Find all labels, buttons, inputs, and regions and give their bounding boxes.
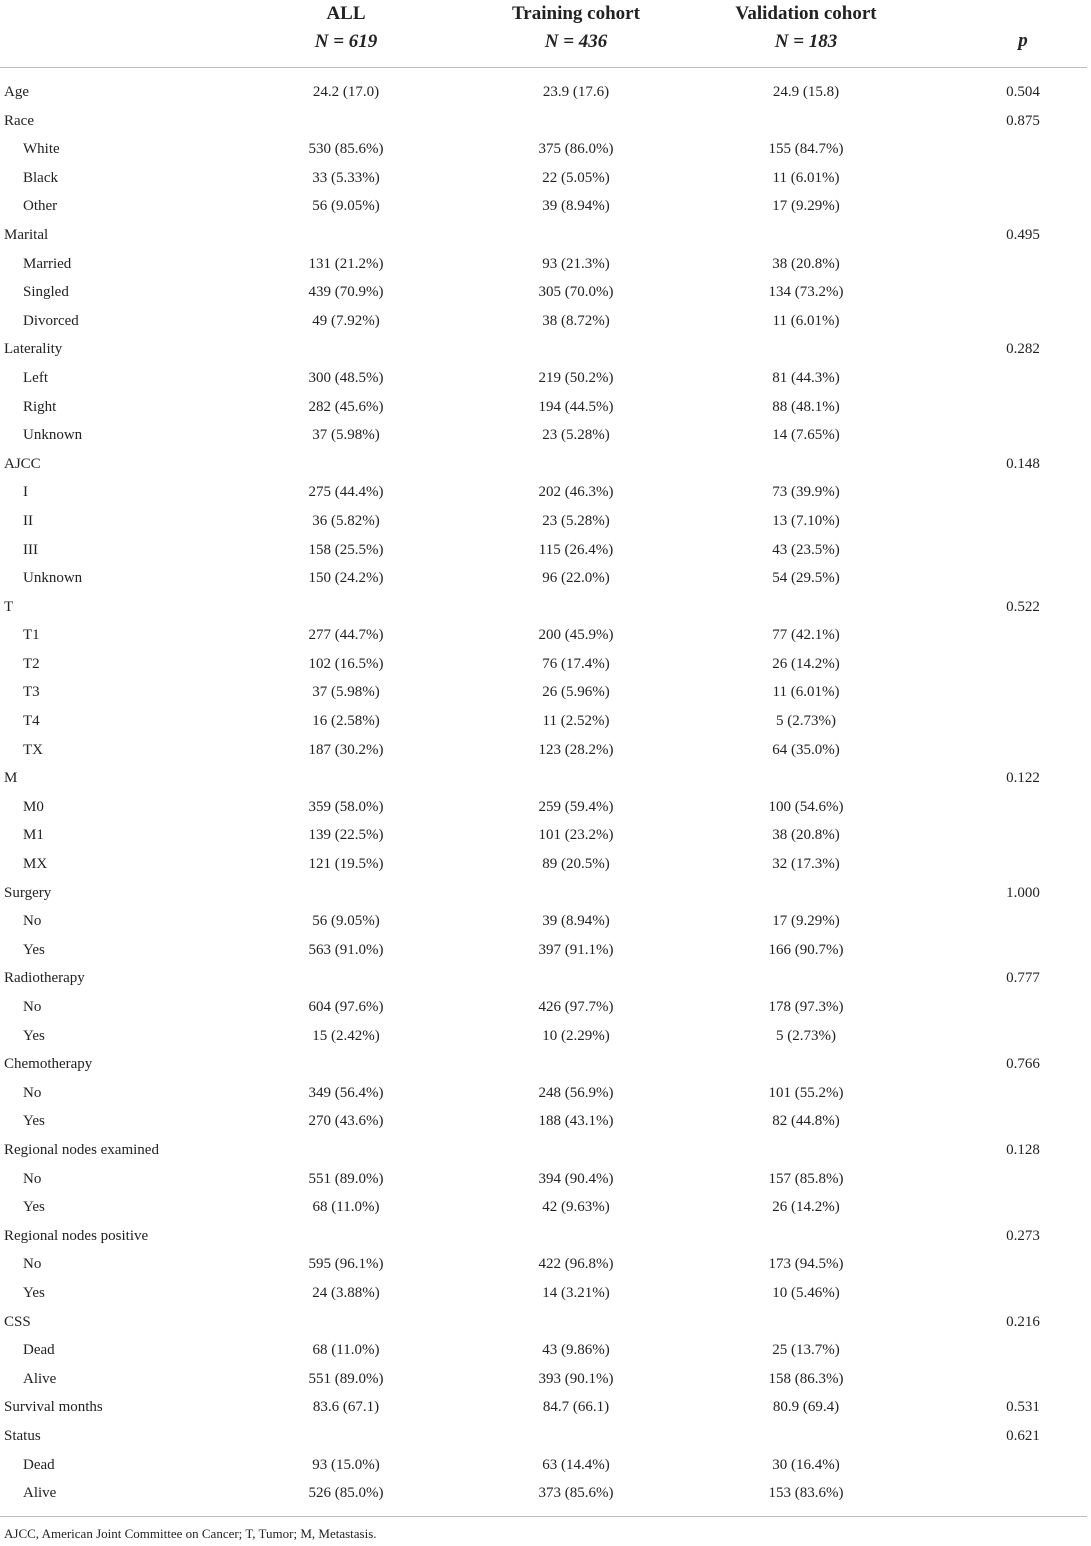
table-row bbox=[0, 307, 1091, 336]
cell-validation: 43 (23.5%) bbox=[772, 541, 840, 558]
cell-validation: 11 (6.01%) bbox=[772, 684, 840, 701]
table-row bbox=[0, 1107, 1091, 1136]
bottom-rule bbox=[0, 1516, 1087, 1517]
column-name: ALL bbox=[326, 3, 366, 24]
cell-validation: 88 (48.1%) bbox=[772, 398, 840, 415]
cell-validation: 100 (54.6%) bbox=[768, 798, 844, 815]
cell-validation: 10 (5.46%) bbox=[772, 1284, 840, 1301]
cell-all: 121 (19.5%) bbox=[308, 856, 384, 873]
cell-training: 42 (9.63%) bbox=[542, 1199, 610, 1216]
cell-all: 16 (2.58%) bbox=[312, 713, 380, 730]
row-label: No bbox=[23, 1170, 42, 1187]
table-row bbox=[0, 1479, 1091, 1508]
cell-all: 595 (96.1%) bbox=[308, 1256, 384, 1273]
row-label: Right bbox=[23, 398, 57, 415]
cell-all: 139 (22.5%) bbox=[308, 827, 384, 844]
header-rule bbox=[0, 67, 1087, 68]
table-row bbox=[0, 1393, 1091, 1422]
cell-p: 0.122 bbox=[1006, 770, 1040, 787]
column-name: Training cohort bbox=[512, 3, 640, 24]
table-row bbox=[0, 764, 1091, 793]
row-label: Yes bbox=[23, 1113, 45, 1130]
table-row bbox=[0, 1050, 1091, 1079]
cell-all: 359 (58.0%) bbox=[308, 798, 384, 815]
table-row bbox=[0, 450, 1091, 479]
table-row bbox=[0, 250, 1091, 279]
cell-training: 115 (26.4%) bbox=[538, 541, 614, 558]
cell-all: 24.2 (17.0) bbox=[312, 84, 380, 100]
cell-validation: 73 (39.9%) bbox=[772, 484, 840, 501]
column-header-all bbox=[246, 0, 446, 56]
row-label: No bbox=[23, 999, 42, 1015]
cell-all: 37 (5.98%) bbox=[312, 684, 380, 701]
row-label: Status bbox=[4, 1427, 41, 1444]
column-header-p: p bbox=[1018, 30, 1028, 51]
cell-all: 282 (45.6%) bbox=[308, 398, 384, 415]
row-label: T bbox=[4, 598, 14, 615]
table-row bbox=[0, 1079, 1091, 1108]
row-label: M1 bbox=[23, 827, 44, 844]
row-label: No bbox=[23, 1084, 42, 1101]
cell-all: 158 (25.5%) bbox=[308, 541, 384, 558]
table-row bbox=[0, 1365, 1091, 1394]
cell-training: 101 (23.2%) bbox=[538, 827, 614, 844]
table-row bbox=[0, 507, 1091, 536]
cell-all: 187 (30.2%) bbox=[308, 741, 384, 758]
row-label: Unknown bbox=[23, 427, 83, 444]
cell-training: 11 (2.52%) bbox=[542, 713, 610, 730]
table-row bbox=[0, 678, 1091, 707]
cell-validation: 30 (16.4%) bbox=[772, 1456, 840, 1473]
cell-p: 0.531 bbox=[1006, 1399, 1040, 1416]
row-label: III bbox=[23, 541, 38, 558]
cell-training: 22 (5.05%) bbox=[542, 169, 610, 186]
row-label: Alive bbox=[23, 1370, 57, 1387]
cell-validation: 153 (83.6%) bbox=[768, 1485, 844, 1502]
cell-training: 39 (8.94%) bbox=[542, 198, 610, 215]
cell-training: 200 (45.9%) bbox=[538, 627, 614, 644]
table-body bbox=[0, 78, 1091, 1508]
cell-validation: 17 (9.29%) bbox=[772, 198, 840, 215]
cell-p: 0.875 bbox=[1006, 112, 1040, 129]
cell-all: 56 (9.05%) bbox=[312, 913, 380, 930]
row-label: Race bbox=[4, 112, 34, 129]
cell-training: 426 (97.7%) bbox=[538, 999, 614, 1015]
cell-training: 89 (20.5%) bbox=[542, 856, 610, 873]
row-label: Married bbox=[23, 255, 72, 272]
table-row bbox=[0, 278, 1091, 307]
cell-validation: 82 (44.8%) bbox=[772, 1113, 840, 1130]
table-row bbox=[0, 1193, 1091, 1222]
table-row bbox=[0, 536, 1091, 565]
cell-training: 43 (9.86%) bbox=[542, 1342, 610, 1359]
column-n: N = 436 bbox=[544, 31, 608, 52]
cell-training: 93 (21.3%) bbox=[542, 255, 610, 272]
row-label: No bbox=[23, 1256, 42, 1273]
cell-all: 24 (3.88%) bbox=[312, 1284, 380, 1301]
cell-validation: 178 (97.3%) bbox=[768, 999, 844, 1015]
table-row bbox=[0, 1136, 1091, 1165]
cell-validation: 26 (14.2%) bbox=[772, 655, 840, 672]
table-row bbox=[0, 364, 1091, 393]
row-label: Yes bbox=[23, 1284, 45, 1301]
cell-training: 10 (2.29%) bbox=[542, 1027, 610, 1044]
cell-all: 439 (70.9%) bbox=[308, 284, 384, 301]
row-label: Regional nodes examined bbox=[4, 1141, 159, 1158]
table-row bbox=[0, 192, 1091, 221]
table-row bbox=[0, 1250, 1091, 1279]
row-label: Yes bbox=[23, 1199, 45, 1216]
row-label: II bbox=[23, 512, 33, 529]
cell-p: 0.216 bbox=[1006, 1313, 1040, 1330]
cell-validation: 155 (84.7%) bbox=[768, 141, 844, 158]
cell-validation: 38 (20.8%) bbox=[772, 255, 840, 272]
cell-training: 194 (44.5%) bbox=[538, 398, 614, 415]
cell-validation: 32 (17.3%) bbox=[772, 856, 840, 873]
table-row bbox=[0, 993, 1091, 1022]
row-label: T2 bbox=[23, 655, 40, 672]
cell-validation: 38 (20.8%) bbox=[772, 827, 840, 844]
cell-training: 39 (8.94%) bbox=[542, 913, 610, 930]
table-row bbox=[0, 850, 1091, 879]
cell-training: 96 (22.0%) bbox=[542, 570, 610, 587]
row-label: No bbox=[23, 913, 42, 930]
cell-all: 300 (48.5%) bbox=[308, 369, 384, 386]
cell-training: 26 (5.96%) bbox=[542, 684, 610, 701]
row-label: I bbox=[23, 484, 28, 501]
cell-training: 63 (14.4%) bbox=[542, 1456, 610, 1473]
cell-p: 0.282 bbox=[1006, 341, 1040, 358]
table-row bbox=[0, 1279, 1091, 1308]
table-row bbox=[0, 936, 1091, 965]
row-label: Black bbox=[23, 169, 58, 186]
cell-all: 270 (43.6%) bbox=[308, 1113, 384, 1130]
cell-validation: 24.9 (15.8) bbox=[772, 84, 840, 100]
cell-training: 259 (59.4%) bbox=[538, 798, 614, 815]
table-row bbox=[0, 393, 1091, 422]
row-label: Marital bbox=[4, 226, 49, 243]
cell-validation: 173 (94.5%) bbox=[768, 1256, 844, 1273]
cell-training: 202 (46.3%) bbox=[538, 484, 614, 501]
cell-training: 393 (90.1%) bbox=[538, 1370, 614, 1387]
row-label: Laterality bbox=[4, 341, 63, 358]
table-row bbox=[0, 478, 1091, 507]
cell-training: 375 (86.0%) bbox=[538, 141, 614, 158]
cell-all: 275 (44.4%) bbox=[308, 484, 384, 501]
cell-validation: 64 (35.0%) bbox=[772, 741, 840, 758]
cell-validation: 25 (13.7%) bbox=[772, 1342, 840, 1359]
cell-all: 349 (56.4%) bbox=[308, 1084, 384, 1101]
cell-training: 248 (56.9%) bbox=[538, 1084, 614, 1101]
table-row bbox=[0, 1451, 1091, 1480]
row-label: Unknown bbox=[23, 570, 83, 587]
table-row bbox=[0, 564, 1091, 593]
cell-validation: 54 (29.5%) bbox=[772, 570, 840, 587]
table-row bbox=[0, 1336, 1091, 1365]
cell-validation: 5 (2.73%) bbox=[776, 713, 836, 730]
table-header bbox=[0, 0, 1091, 68]
cell-training: 14 (3.21%) bbox=[542, 1284, 610, 1301]
column-n: N = 619 bbox=[314, 31, 378, 52]
cell-training: 422 (96.8%) bbox=[538, 1256, 614, 1273]
cell-validation: 17 (9.29%) bbox=[772, 913, 840, 930]
row-label: T4 bbox=[23, 713, 40, 730]
row-label: CSS bbox=[4, 1313, 31, 1330]
cell-validation: 11 (6.01%) bbox=[772, 169, 840, 186]
table-row bbox=[0, 1222, 1091, 1251]
table-row bbox=[0, 1308, 1091, 1337]
cell-p: 0.128 bbox=[1006, 1141, 1040, 1158]
cell-p: 0.148 bbox=[1006, 455, 1040, 472]
cell-validation: 157 (85.8%) bbox=[768, 1170, 844, 1187]
cell-all: 150 (24.2%) bbox=[308, 570, 384, 587]
row-label: M bbox=[4, 770, 18, 787]
cell-all: 551 (89.0%) bbox=[308, 1170, 384, 1187]
cell-training: 219 (50.2%) bbox=[538, 369, 614, 386]
cell-p: 0.522 bbox=[1006, 598, 1040, 615]
row-label: T3 bbox=[23, 684, 40, 701]
table-row bbox=[0, 907, 1091, 936]
cell-p: 0.273 bbox=[1006, 1227, 1040, 1244]
cell-validation: 101 (55.2%) bbox=[768, 1084, 844, 1101]
table-row bbox=[0, 221, 1091, 250]
table-row bbox=[0, 107, 1091, 136]
cell-all: 49 (7.92%) bbox=[312, 312, 380, 329]
table-row bbox=[0, 621, 1091, 650]
row-label: TX bbox=[23, 741, 43, 758]
cell-all: 93 (15.0%) bbox=[312, 1456, 380, 1473]
cell-training: 397 (91.1%) bbox=[538, 941, 614, 958]
table-row bbox=[0, 1422, 1091, 1451]
cell-all: 68 (11.0%) bbox=[312, 1199, 380, 1216]
table-row bbox=[0, 793, 1091, 822]
table-row bbox=[0, 593, 1091, 622]
row-label: Dead bbox=[23, 1342, 55, 1359]
table-row bbox=[0, 335, 1091, 364]
cell-all: 604 (97.6%) bbox=[308, 999, 384, 1015]
table-row bbox=[0, 164, 1091, 193]
row-label: Chemotherapy bbox=[4, 1056, 93, 1073]
cell-training: 38 (8.72%) bbox=[542, 312, 610, 329]
cell-all: 33 (5.33%) bbox=[312, 169, 380, 186]
cell-all: 102 (16.5%) bbox=[308, 655, 384, 672]
cell-validation: 134 (73.2%) bbox=[768, 284, 844, 301]
cell-p: 0.495 bbox=[1006, 226, 1040, 243]
cell-p: 0.777 bbox=[1006, 970, 1040, 987]
cell-validation: 77 (42.1%) bbox=[772, 627, 840, 644]
cell-training: 23 (5.28%) bbox=[542, 512, 610, 529]
table-row bbox=[0, 78, 1091, 107]
cell-validation: 11 (6.01%) bbox=[772, 312, 840, 329]
table-row bbox=[0, 135, 1091, 164]
table-row bbox=[0, 1022, 1091, 1051]
cell-training: 76 (17.4%) bbox=[542, 655, 610, 672]
cell-p: 0.621 bbox=[1006, 1427, 1040, 1444]
table-row bbox=[0, 707, 1091, 736]
row-label: AJCC bbox=[4, 455, 41, 472]
table-row bbox=[0, 964, 1091, 993]
cell-training: 84.7 (66.1) bbox=[542, 1399, 610, 1416]
column-n: N = 183 bbox=[774, 31, 838, 52]
cell-p: 0.504 bbox=[1006, 84, 1040, 100]
column-header-training bbox=[476, 0, 676, 56]
cell-validation: 13 (7.10%) bbox=[772, 512, 840, 529]
column-name: Validation cohort bbox=[735, 3, 877, 24]
table-footnote: AJCC, American Joint Committee on Cancer; T, Tumor; M, Metastasis. bbox=[4, 1526, 377, 1541]
table-row bbox=[0, 1165, 1091, 1194]
row-label: Yes bbox=[23, 1027, 45, 1044]
table-row bbox=[0, 879, 1091, 908]
cell-all: 526 (85.0%) bbox=[308, 1485, 384, 1502]
cell-all: 56 (9.05%) bbox=[312, 198, 380, 215]
cell-training: 305 (70.0%) bbox=[538, 284, 614, 301]
row-label: Age bbox=[4, 84, 29, 100]
cell-validation: 81 (44.3%) bbox=[772, 369, 840, 386]
row-label: M0 bbox=[23, 798, 44, 815]
cell-all: 551 (89.0%) bbox=[308, 1370, 384, 1387]
row-label: Yes bbox=[23, 941, 45, 958]
table-row bbox=[0, 736, 1091, 765]
cell-training: 373 (85.6%) bbox=[538, 1485, 614, 1502]
row-label: Alive bbox=[23, 1485, 57, 1502]
cell-p: 0.766 bbox=[1006, 1056, 1040, 1073]
cell-training: 394 (90.4%) bbox=[538, 1170, 614, 1187]
table-row bbox=[0, 421, 1091, 450]
cell-all: 563 (91.0%) bbox=[308, 941, 384, 958]
cell-training: 123 (28.2%) bbox=[538, 741, 614, 758]
row-label: Divorced bbox=[23, 312, 79, 329]
row-label: Left bbox=[23, 369, 48, 386]
cell-all: 37 (5.98%) bbox=[312, 427, 380, 444]
cell-validation: 5 (2.73%) bbox=[776, 1027, 836, 1044]
cell-all: 83.6 (67.1) bbox=[312, 1399, 380, 1416]
row-label: Radiotherapy bbox=[4, 970, 85, 987]
row-label: White bbox=[23, 141, 60, 158]
cell-validation: 166 (90.7%) bbox=[768, 941, 844, 958]
cell-all: 68 (11.0%) bbox=[312, 1342, 380, 1359]
row-label: Other bbox=[23, 198, 58, 215]
table-row bbox=[0, 650, 1091, 679]
cell-validation: 158 (86.3%) bbox=[768, 1370, 844, 1387]
cell-all: 15 (2.42%) bbox=[312, 1027, 380, 1044]
cell-all: 131 (21.2%) bbox=[308, 255, 384, 272]
table-row bbox=[0, 821, 1091, 850]
cell-validation: 80.9 (69.4) bbox=[772, 1399, 840, 1416]
column-header-validation bbox=[706, 0, 906, 56]
row-label: Surgery bbox=[4, 884, 52, 901]
cell-validation: 14 (7.65%) bbox=[772, 427, 840, 444]
cell-training: 23.9 (17.6) bbox=[542, 84, 610, 100]
row-label: Singled bbox=[23, 284, 69, 301]
row-label: Dead bbox=[23, 1456, 55, 1473]
cell-p: 1.000 bbox=[1006, 884, 1040, 901]
cell-all: 530 (85.6%) bbox=[308, 141, 384, 158]
row-label: Survival months bbox=[4, 1399, 103, 1416]
row-label: T1 bbox=[23, 627, 40, 644]
cell-all: 277 (44.7%) bbox=[308, 627, 384, 644]
row-label: Regional nodes positive bbox=[4, 1227, 149, 1244]
cell-training: 23 (5.28%) bbox=[542, 427, 610, 444]
cell-training: 188 (43.1%) bbox=[538, 1113, 614, 1130]
cell-all: 36 (5.82%) bbox=[312, 512, 380, 529]
cell-validation: 26 (14.2%) bbox=[772, 1199, 840, 1216]
row-label: MX bbox=[23, 856, 48, 873]
